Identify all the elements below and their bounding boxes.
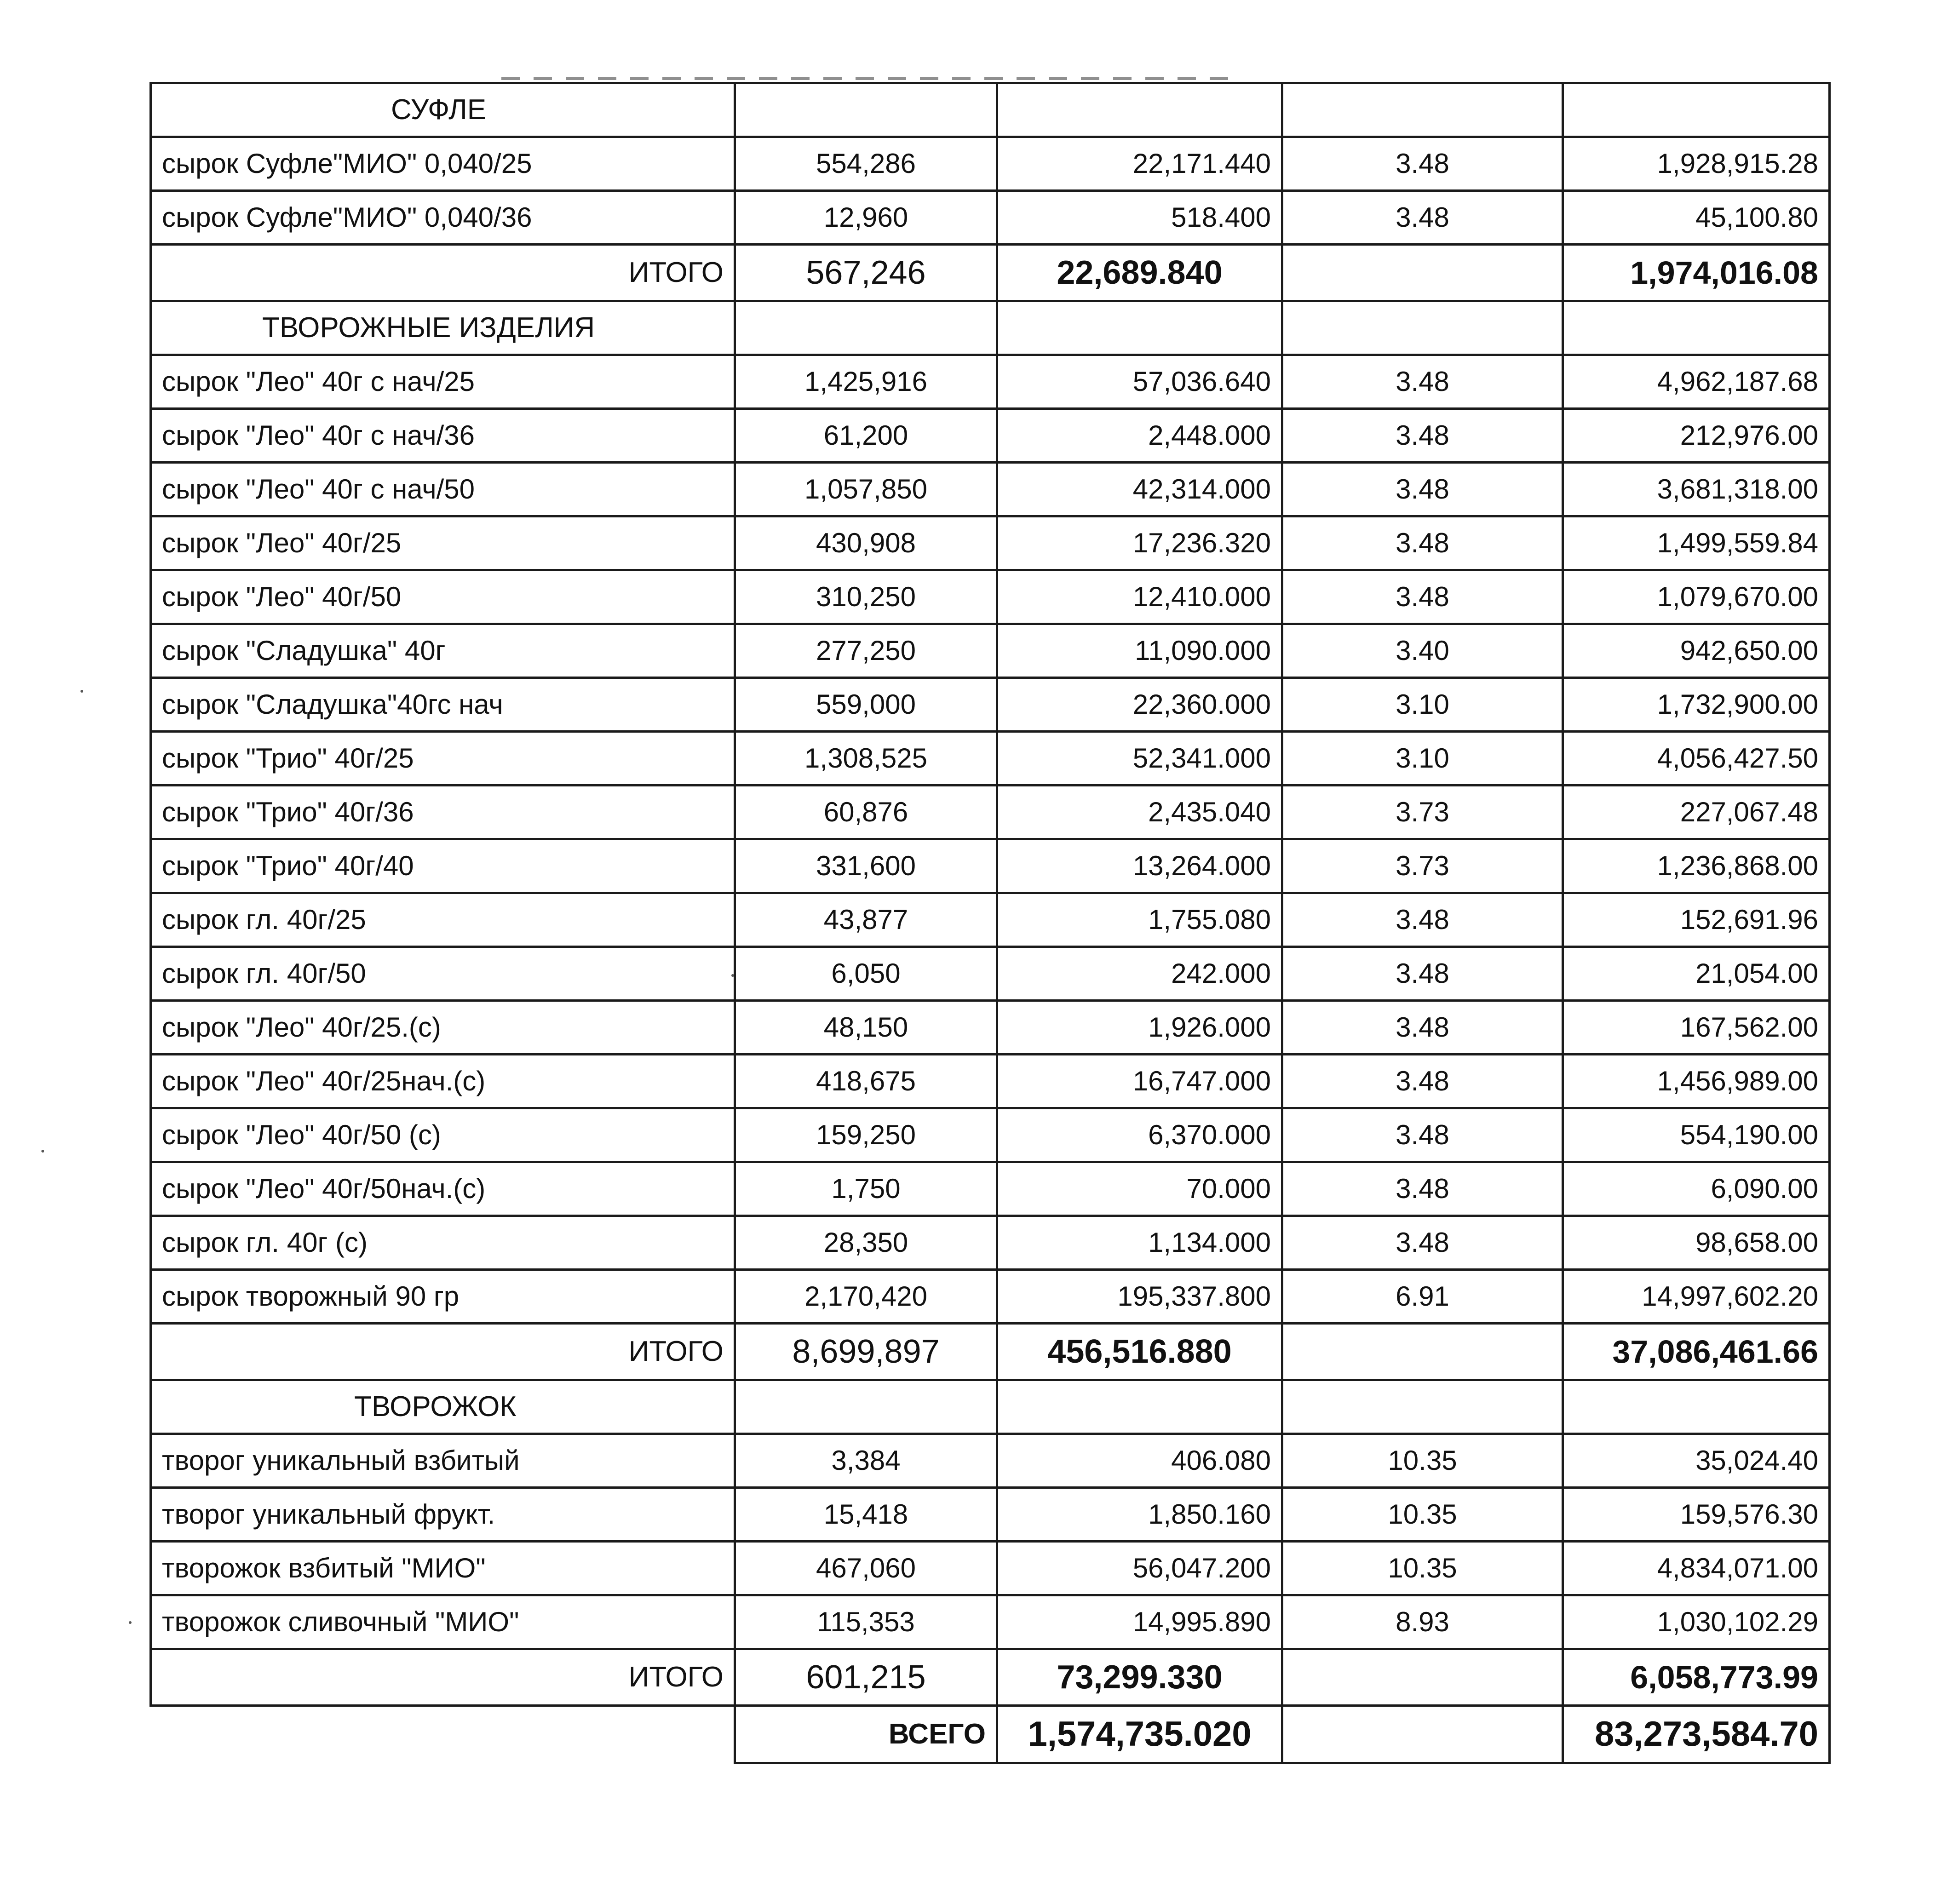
quantity-cell: 48,150 [735, 1001, 997, 1055]
total-label: ИТОГО [151, 1324, 735, 1380]
sum-cell: 1,732,900.00 [1563, 678, 1830, 732]
empty-cell [1282, 1649, 1563, 1706]
price-cell: 3.48 [1282, 570, 1563, 624]
table-row [151, 678, 1830, 732]
sum-cell: 167,562.00 [1563, 1001, 1830, 1055]
price-cell: 3.48 [1282, 1001, 1563, 1055]
price-cell: 3.73 [1282, 786, 1563, 839]
weight-cell: 13,264.000 [997, 839, 1282, 893]
section-header-row [151, 301, 1830, 355]
table-row [151, 463, 1830, 516]
grand-total-weight: 1,574,735.020 [997, 1706, 1282, 1763]
product-name: сырок Суфле"МИО" 0,040/36 [151, 191, 735, 245]
total-weight: 73,299.330 [997, 1649, 1282, 1706]
empty-cell [151, 1706, 735, 1763]
weight-cell: 14,995.890 [997, 1595, 1282, 1649]
price-cell: 3.48 [1282, 1162, 1563, 1216]
price-cell: 10.35 [1282, 1434, 1563, 1488]
empty-cell [1563, 83, 1830, 137]
table-row [151, 624, 1830, 678]
weight-cell: 12,410.000 [997, 570, 1282, 624]
price-cell: 3.48 [1282, 409, 1563, 463]
sum-cell: 1,030,102.29 [1563, 1595, 1830, 1649]
quantity-cell: 6,050 [735, 947, 997, 1001]
product-name: сырок "Лео" 40г/25 [151, 516, 735, 570]
weight-cell: 17,236.320 [997, 516, 1282, 570]
quantity-cell: 559,000 [735, 678, 997, 732]
sum-cell: 1,456,989.00 [1563, 1055, 1830, 1108]
product-name: сырок гл. 40г/25 [151, 893, 735, 947]
table-row [151, 1542, 1830, 1595]
quantity-cell: 115,353 [735, 1595, 997, 1649]
sum-cell: 4,962,187.68 [1563, 355, 1830, 409]
table-row [151, 570, 1830, 624]
weight-cell: 70.000 [997, 1162, 1282, 1216]
price-cell: 8.93 [1282, 1595, 1563, 1649]
section-title: ТВОРОЖНЫЕ ИЗДЕЛИЯ [151, 301, 735, 355]
quantity-cell: 467,060 [735, 1542, 997, 1595]
quantity-cell: 43,877 [735, 893, 997, 947]
total-weight: 456,516.880 [997, 1324, 1282, 1380]
weight-cell: 242.000 [997, 947, 1282, 1001]
sum-cell: 98,658.00 [1563, 1216, 1830, 1270]
table-row [151, 1434, 1830, 1488]
product-name: сырок гл. 40г (с) [151, 1216, 735, 1270]
price-cell: 3.73 [1282, 839, 1563, 893]
quantity-cell: 60,876 [735, 786, 997, 839]
section-header-row [151, 1380, 1830, 1434]
sum-cell: 4,834,071.00 [1563, 1542, 1830, 1595]
quantity-cell: 15,418 [735, 1488, 997, 1542]
total-label: ИТОГО [151, 245, 735, 301]
weight-cell: 1,755.080 [997, 893, 1282, 947]
price-cell: 10.35 [1282, 1488, 1563, 1542]
product-name: творог уникальный взбитый [151, 1434, 735, 1488]
section-total-row [151, 1324, 1830, 1380]
section-title: СУФЛЕ [151, 83, 735, 137]
total-sum: 1,974,016.08 [1563, 245, 1830, 301]
weight-cell: 56,047.200 [997, 1542, 1282, 1595]
quantity-cell: 3,384 [735, 1434, 997, 1488]
total-sum: 6,058,773.99 [1563, 1649, 1830, 1706]
table-row [151, 409, 1830, 463]
empty-cell [1563, 1380, 1830, 1434]
quantity-cell: 331,600 [735, 839, 997, 893]
price-cell: 3.48 [1282, 463, 1563, 516]
price-cell: 3.48 [1282, 355, 1563, 409]
product-name: сырок "Лео" 40г/50 (с) [151, 1108, 735, 1162]
weight-cell: 2,448.000 [997, 409, 1282, 463]
product-name: сырок "Лео" 40г с нач/50 [151, 463, 735, 516]
price-cell: 6.91 [1282, 1270, 1563, 1324]
weight-cell: 52,341.000 [997, 732, 1282, 786]
product-name: творог уникальный фрукт. [151, 1488, 735, 1542]
price-cell: 3.48 [1282, 1216, 1563, 1270]
product-name: сырок "Лео" 40г с нач/36 [151, 409, 735, 463]
quantity-cell: 2,170,420 [735, 1270, 997, 1324]
grand-total-row [151, 1706, 1830, 1763]
quantity-cell: 159,250 [735, 1108, 997, 1162]
table-row [151, 516, 1830, 570]
weight-cell: 22,360.000 [997, 678, 1282, 732]
quantity-cell: 430,908 [735, 516, 997, 570]
product-name: творожок взбитый "МИО" [151, 1542, 735, 1595]
product-name: сырок "Сладушка"40гс нач [151, 678, 735, 732]
weight-cell: 1,850.160 [997, 1488, 1282, 1542]
total-quantity: 601,215 [735, 1649, 997, 1706]
weight-cell: 2,435.040 [997, 786, 1282, 839]
price-cell: 3.48 [1282, 516, 1563, 570]
table-row [151, 1108, 1830, 1162]
table-row [151, 191, 1830, 245]
empty-cell [1282, 1380, 1563, 1434]
empty-cell [735, 83, 997, 137]
scan-artifact-line [501, 77, 1237, 80]
sum-cell: 1,928,915.28 [1563, 137, 1830, 191]
sum-cell: 942,650.00 [1563, 624, 1830, 678]
price-cell: 3.48 [1282, 137, 1563, 191]
weight-cell: 1,926.000 [997, 1001, 1282, 1055]
quantity-cell: 61,200 [735, 409, 997, 463]
weight-cell: 11,090.000 [997, 624, 1282, 678]
price-cell: 3.48 [1282, 1108, 1563, 1162]
product-name: сырок "Трио" 40г/25 [151, 732, 735, 786]
table-row [151, 1595, 1830, 1649]
scan-speck [41, 1150, 44, 1153]
total-label: ИТОГО [151, 1649, 735, 1706]
quantity-cell: 1,308,525 [735, 732, 997, 786]
price-cell: 3.48 [1282, 1055, 1563, 1108]
sum-cell: 227,067.48 [1563, 786, 1830, 839]
weight-cell: 195,337.800 [997, 1270, 1282, 1324]
price-cell: 3.48 [1282, 947, 1563, 1001]
scan-speck [129, 1621, 132, 1624]
product-report-sheet [149, 82, 1828, 1764]
empty-cell [735, 1380, 997, 1434]
product-name: сырок "Трио" 40г/36 [151, 786, 735, 839]
empty-cell [997, 1380, 1282, 1434]
product-name: сырок "Сладушка" 40г [151, 624, 735, 678]
sum-cell: 1,079,670.00 [1563, 570, 1830, 624]
table-row [151, 1488, 1830, 1542]
table-row [151, 355, 1830, 409]
weight-cell: 16,747.000 [997, 1055, 1282, 1108]
table-row [151, 893, 1830, 947]
weight-cell: 406.080 [997, 1434, 1282, 1488]
weight-cell: 42,314.000 [997, 463, 1282, 516]
total-weight: 22,689.840 [997, 245, 1282, 301]
table-row [151, 1162, 1830, 1216]
sum-cell: 6,090.00 [1563, 1162, 1830, 1216]
table-row [151, 839, 1830, 893]
quantity-cell: 1,750 [735, 1162, 997, 1216]
price-cell: 3.10 [1282, 678, 1563, 732]
quantity-cell: 1,057,850 [735, 463, 997, 516]
weight-cell: 6,370.000 [997, 1108, 1282, 1162]
product-report-table [149, 82, 1831, 1764]
empty-cell [1282, 245, 1563, 301]
quantity-cell: 310,250 [735, 570, 997, 624]
sum-cell: 212,976.00 [1563, 409, 1830, 463]
scan-speck [731, 974, 734, 977]
quantity-cell: 12,960 [735, 191, 997, 245]
empty-cell [735, 301, 997, 355]
quantity-cell: 554,286 [735, 137, 997, 191]
quantity-cell: 277,250 [735, 624, 997, 678]
empty-cell [1282, 1706, 1563, 1763]
product-name: сырок "Лео" 40г/50 [151, 570, 735, 624]
grand-total-label: ВСЕГО [735, 1706, 997, 1763]
product-name: сырок Суфле"МИО" 0,040/25 [151, 137, 735, 191]
price-cell: 3.40 [1282, 624, 1563, 678]
table-row [151, 947, 1830, 1001]
empty-cell [1563, 301, 1830, 355]
product-name: сырок "Трио" 40г/40 [151, 839, 735, 893]
table-row [151, 137, 1830, 191]
price-cell: 3.48 [1282, 191, 1563, 245]
product-name: творожок сливочный "МИО" [151, 1595, 735, 1649]
table-row [151, 732, 1830, 786]
table-row [151, 1216, 1830, 1270]
empty-cell [997, 301, 1282, 355]
sum-cell: 554,190.00 [1563, 1108, 1830, 1162]
product-name: сырок "Лео" 40г/50нач.(с) [151, 1162, 735, 1216]
weight-cell: 57,036.640 [997, 355, 1282, 409]
product-name: сырок "Лео" 40г/25.(с) [151, 1001, 735, 1055]
weight-cell: 22,171.440 [997, 137, 1282, 191]
table-row [151, 1001, 1830, 1055]
weight-cell: 518.400 [997, 191, 1282, 245]
table-row [151, 1055, 1830, 1108]
price-cell: 3.48 [1282, 893, 1563, 947]
grand-total-sum: 83,273,584.70 [1563, 1706, 1830, 1763]
sum-cell: 1,499,559.84 [1563, 516, 1830, 570]
sum-cell: 35,024.40 [1563, 1434, 1830, 1488]
sum-cell: 4,056,427.50 [1563, 732, 1830, 786]
price-cell: 10.35 [1282, 1542, 1563, 1595]
price-cell: 3.10 [1282, 732, 1563, 786]
empty-cell [1282, 83, 1563, 137]
total-sum: 37,086,461.66 [1563, 1324, 1830, 1380]
section-total-row [151, 245, 1830, 301]
section-header-row [151, 83, 1830, 137]
total-quantity: 567,246 [735, 245, 997, 301]
product-name: сырок гл. 40г/50 [151, 947, 735, 1001]
quantity-cell: 1,425,916 [735, 355, 997, 409]
sum-cell: 45,100.80 [1563, 191, 1830, 245]
table-row [151, 786, 1830, 839]
report-body [151, 83, 1830, 1763]
section-title: ТВОРОЖОК [151, 1380, 735, 1434]
sum-cell: 14,997,602.20 [1563, 1270, 1830, 1324]
section-total-row [151, 1649, 1830, 1706]
sum-cell: 159,576.30 [1563, 1488, 1830, 1542]
sum-cell: 3,681,318.00 [1563, 463, 1830, 516]
product-name: сырок "Лео" 40г с нач/25 [151, 355, 735, 409]
sum-cell: 152,691.96 [1563, 893, 1830, 947]
product-name: сырок творожный 90 гр [151, 1270, 735, 1324]
scan-speck [80, 690, 83, 693]
sum-cell: 21,054.00 [1563, 947, 1830, 1001]
table-row [151, 1270, 1830, 1324]
empty-cell [997, 83, 1282, 137]
weight-cell: 1,134.000 [997, 1216, 1282, 1270]
sum-cell: 1,236,868.00 [1563, 839, 1830, 893]
total-quantity: 8,699,897 [735, 1324, 997, 1380]
product-name: сырок "Лео" 40г/25нач.(с) [151, 1055, 735, 1108]
quantity-cell: 418,675 [735, 1055, 997, 1108]
empty-cell [1282, 301, 1563, 355]
quantity-cell: 28,350 [735, 1216, 997, 1270]
empty-cell [1282, 1324, 1563, 1380]
